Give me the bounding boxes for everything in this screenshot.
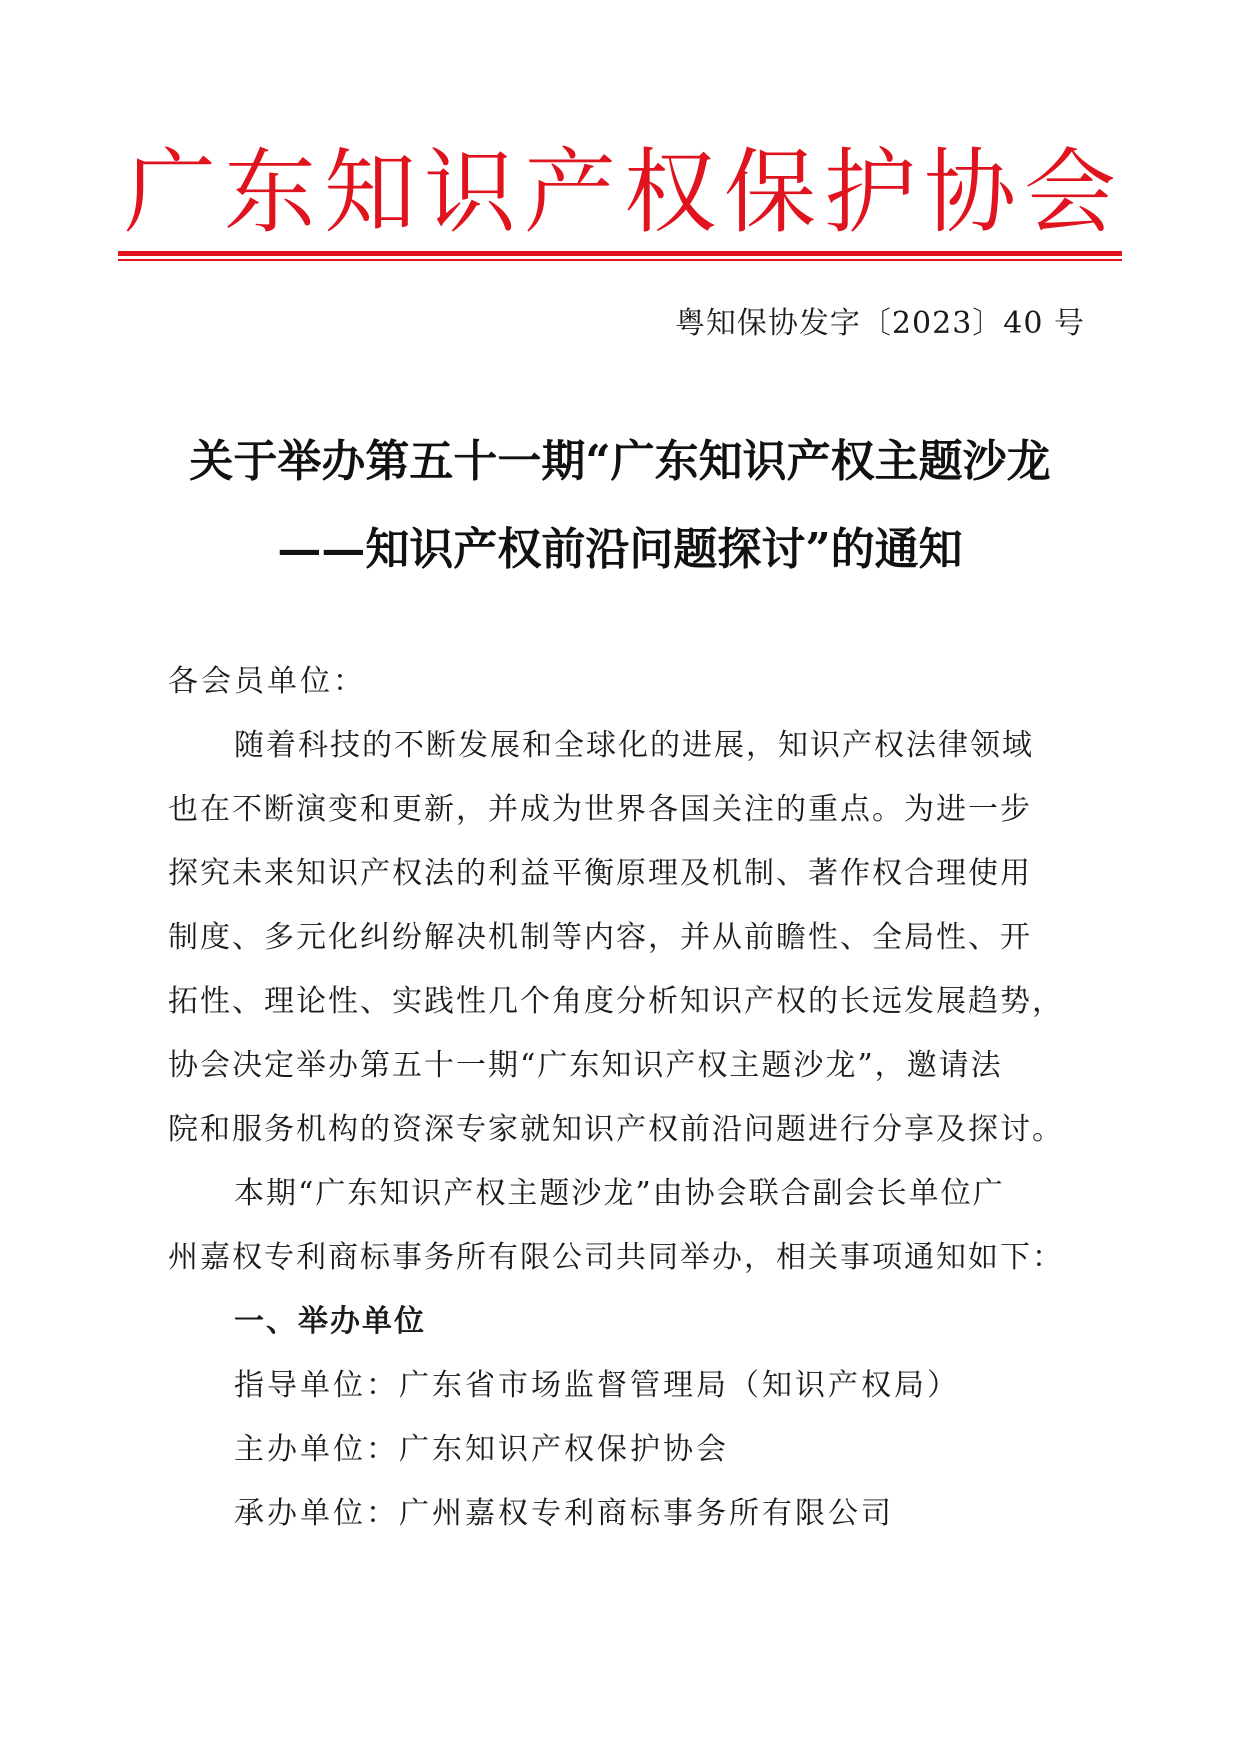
paragraph-line: 制度、多元化纠纷解决机制等内容，并从前瞻性、全局性、开 [168,920,1032,955]
header-char: 产 [523,139,616,246]
header-char: 广 [123,139,216,246]
paragraph-line: 也在不断演变和更新，并成为世界各国关注的重点。为进一步 [168,792,1032,827]
salutation: 各会员单位： [168,664,366,699]
paragraph-line: 本期“广东知识产权主题沙龙”由协会联合副会长单位广 [234,1176,1005,1211]
host-unit-line: 主办单位：广东知识产权保护协会 [234,1432,729,1467]
paragraph-1 [168,714,1088,1162]
paragraph-line: 院和服务机构的资深专家就知识产权前沿问题进行分享及探讨。 [168,1112,1064,1147]
header-divider-thin [118,259,1122,261]
header-char: 权 [623,139,716,246]
notice-title-line-2: ——知识产权前沿问题探讨”的通知 [277,524,963,575]
header-char: 协 [923,139,1016,246]
paragraph-line: 探究未来知识产权法的利益平衡原理及机制、著作权合理使用 [168,856,1032,891]
header-char: 知 [323,139,416,246]
header-char: 保 [723,139,816,246]
header-char: 护 [823,139,916,246]
guiding-unit-line: 指导单位：广东省市场监督管理局（知识产权局） [234,1368,960,1403]
notice-title-line-1: 关于举办第五十一期“广东知识产权主题沙龙 [189,436,1051,487]
header-divider-thick [118,251,1122,256]
paragraph-line: 拓性、理论性、实践性几个角度分析知识产权的长远发展趋势， [168,984,1064,1019]
paragraph-2 [168,1162,1088,1290]
paragraph-line: 州嘉权专利商标事务所有限公司共同举办，相关事项通知如下： [168,1240,1064,1275]
section-heading-organizers: 一、举办单位 [234,1304,426,1339]
header-char: 会 [1023,139,1116,246]
header-char: 识 [423,139,516,246]
header-char: 东 [223,139,316,246]
document-number: 粤知保协发字〔2023〕40 号 [674,306,1085,341]
organizer-unit-line: 承办单位：广州嘉权专利商标事务所有限公司 [234,1496,894,1531]
paragraph-line: 协会决定举办第五十一期“广东知识产权主题沙龙”，邀请法 [168,1048,1003,1083]
paragraph-line: 随着科技的不断发展和全球化的进展，知识产权法律领域 [234,728,1034,763]
organization-header [120,128,1120,258]
